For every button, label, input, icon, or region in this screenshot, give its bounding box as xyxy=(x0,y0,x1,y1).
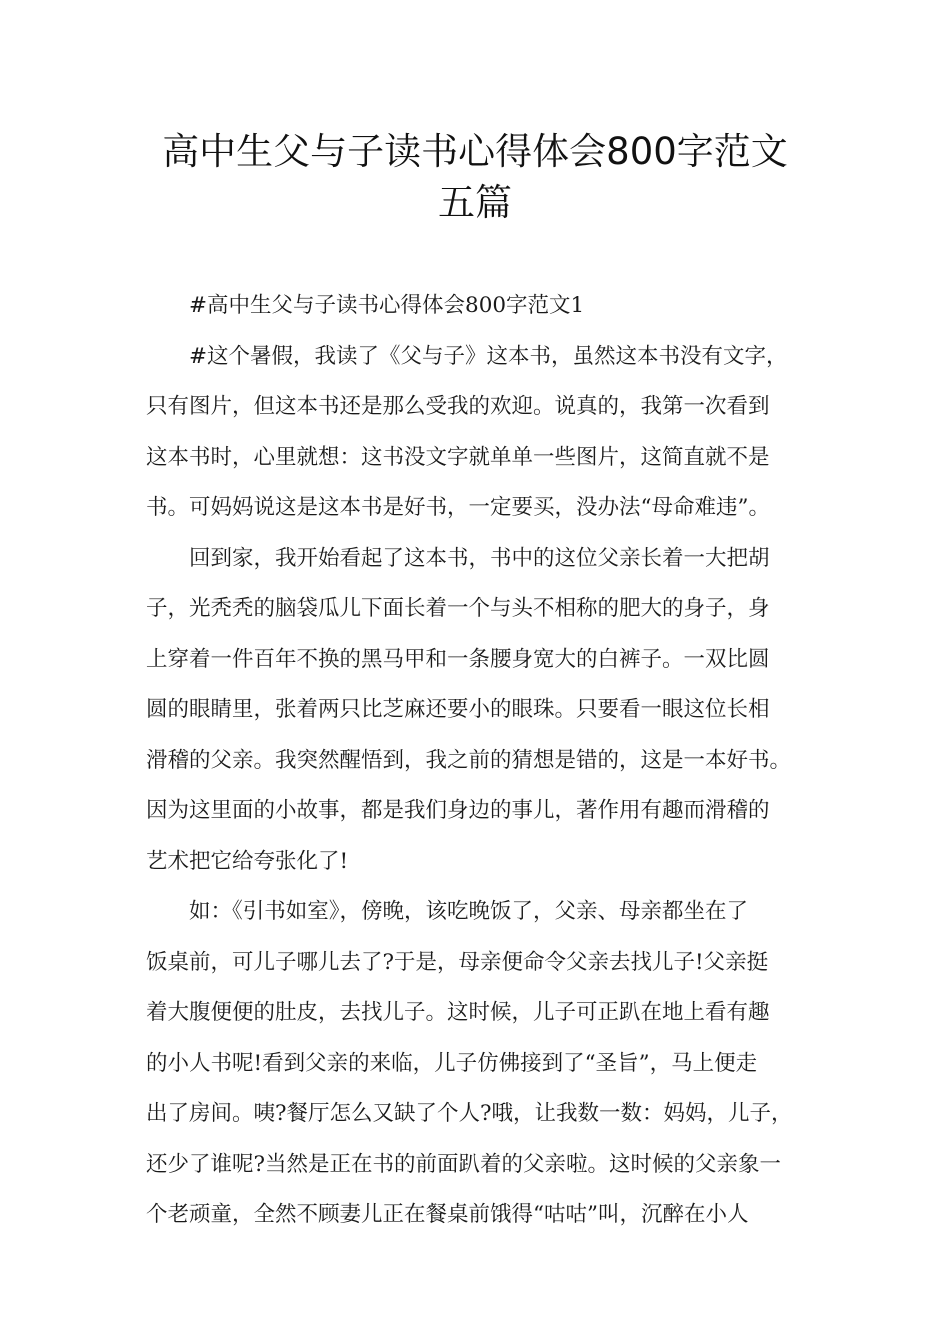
title-line-1: 高中生父与子读书心得体会800字范文 xyxy=(162,130,788,173)
paragraph-3-line-3: 着大腹便便的肚皮，去找儿子。这时候，儿子可正趴在地上看有趣 xyxy=(146,1000,770,1025)
paragraph-3-line-7: 个老顽童，全然不顾妻儿正在餐桌前饿得“咕咕”叫，沉醉在小人 xyxy=(146,1202,749,1227)
paragraph-1-line-3: 这本书时，心里就想：这书没文字就单单一些图片，这简直就不是 xyxy=(146,444,770,470)
paragraph-2-line-2: 子，光秃秃的脑袋瓜儿下面长着一个与头不相称的肥大的身子，身 xyxy=(146,596,770,621)
paragraph-3-line-1: 如：《引书如室》，傍晚，该吃晚饭了，父亲、母亲都坐在了 xyxy=(189,899,749,924)
paragraph-2-line-5: 滑稽的父亲。我突然醒悟到，我之前的猜想是错的，这是一本好书。 xyxy=(146,747,792,773)
paragraph-1-line-4: 书。可妈妈说这是这本书是好书，一定要买，没办法“母命难违”。 xyxy=(146,495,770,520)
paragraph-2-line-1: 回到家，我开始看起了这本书，书中的这位父亲长着一大把胡 xyxy=(189,545,770,571)
paragraph-3-line-4: 的小人书呢!看到父亲的来临，儿子仿佛接到了“圣旨”，马上便走 xyxy=(146,1050,758,1076)
paragraph-2-line-7: 艺术把它给夸张化了! xyxy=(146,848,349,874)
paragraph-2-line-6: 因为这里面的小故事，都是我们身边的事儿，著作用有趣而滑稽的 xyxy=(146,798,770,823)
section-heading: #高中生父与子读书心得体会800字范文1 xyxy=(189,293,585,318)
paragraph-3-line-5: 出了房间。咦?餐厅怎么又缺了个人?哦，让我数一数：妈妈，儿子， xyxy=(146,1101,793,1126)
document-title xyxy=(120,126,830,227)
paragraph-3-line-2: 饭桌前，可儿子哪儿去了?于是，母亲便命令父亲去找儿子!父亲挺 xyxy=(146,949,769,975)
paragraph-2-line-4: 圆的眼睛里，张着两只比芝麻还要小的眼珠。只要看一眼这位长相 xyxy=(146,697,770,722)
document-body xyxy=(146,281,826,1241)
paragraph-1-line-1: #这个暑假，我读了《父与子》这本书，虽然这本书没有文字， xyxy=(189,343,788,369)
paragraph-1-line-2: 只有图片，但这本书还是那么受我的欢迎。说真的，我第一次看到 xyxy=(146,394,770,419)
paragraph-2-line-3: 上穿着一件百年不换的黑马甲和一条腰身宽大的白裤子。一双比圆 xyxy=(146,646,770,672)
paragraph-3-line-6: 还少了谁呢?当然是正在书的前面趴着的父亲啦。这时候的父亲象一 xyxy=(146,1151,782,1177)
title-line-2: 五篇 xyxy=(438,180,512,224)
